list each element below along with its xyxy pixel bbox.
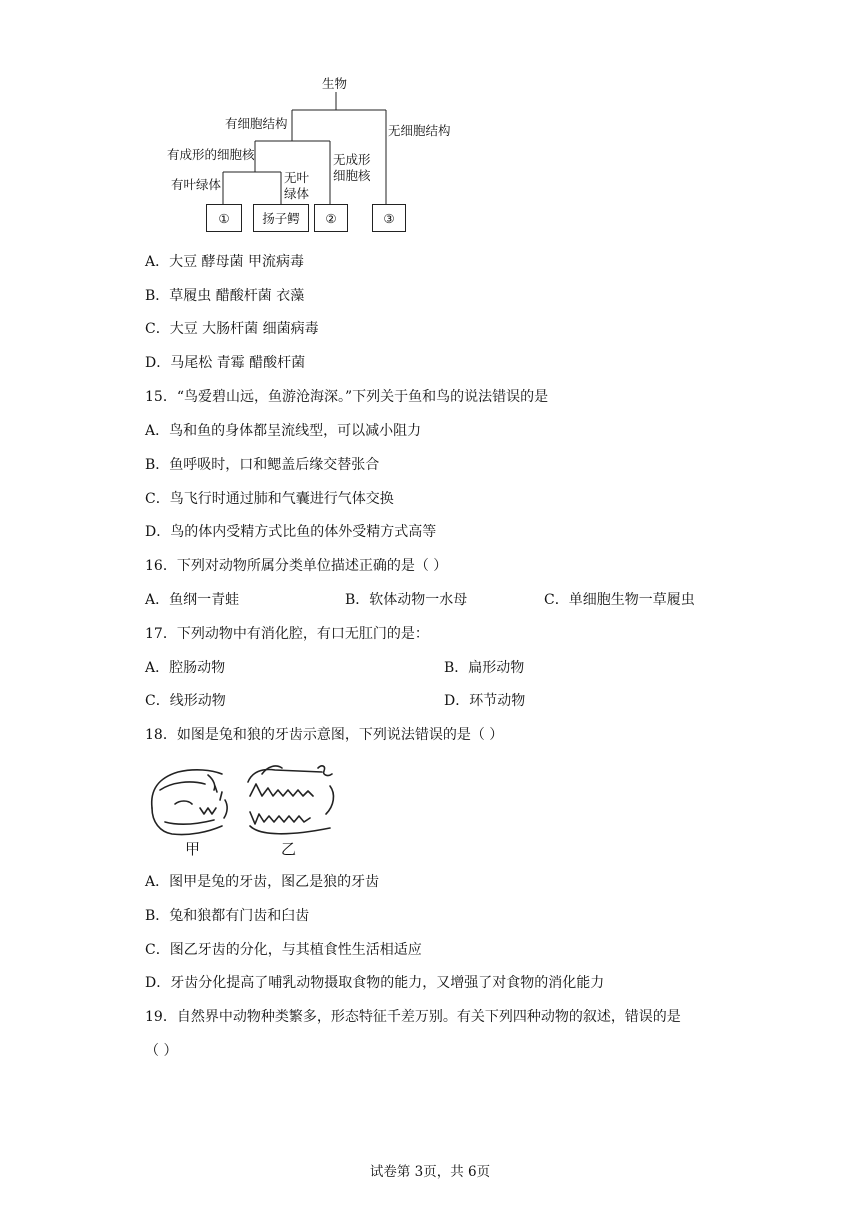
q14-option-a: A．大豆 酵母菌 甲流病毒 xyxy=(145,254,305,270)
tree-no-nucleus-label-1: 无成形 xyxy=(333,152,371,167)
q18-option-d: D．牙齿分化提高了哺乳动物摄取食物的能力，又增强了对食物的消化能力 xyxy=(145,975,605,991)
q18-option-c: C．图乙牙齿的分化，与其植食性生活相适应 xyxy=(145,942,422,958)
q16-option-a: A．鱼纲一青蛙 xyxy=(145,592,240,608)
tree-no-chloroplast-label-1: 无叶 xyxy=(284,170,310,185)
figure-label-b: 乙 xyxy=(281,840,297,858)
figure-label-a: 甲 xyxy=(185,840,201,858)
tree-no-nucleus-label-2: 细胞核 xyxy=(333,168,371,183)
tree-box-1: ① xyxy=(206,204,242,232)
tree-root-label: 生物 xyxy=(322,76,348,91)
q18-option-b: B．兔和狼都有门齿和臼齿 xyxy=(145,908,310,924)
q16-option-b: B．软体动物一水母 xyxy=(345,592,468,608)
page-footer: 试卷第 3页，共 6页 xyxy=(369,1164,491,1180)
q16-stem: 16．下列对动物所属分类单位描述正确的是（ ） xyxy=(145,558,448,574)
q16-option-c: C．单细胞生物一草履虫 xyxy=(544,592,695,608)
tree-has-chloroplast-label: 有叶绿体 xyxy=(171,177,222,192)
tree-box-2: ② xyxy=(314,204,348,232)
q19-stem-cont: （ ） xyxy=(145,1043,178,1059)
q15-stem: 15．“鸟爱碧山远，鱼游沧海深。”下列关于鱼和鸟的说法错误的是 xyxy=(145,389,549,405)
q15-option-b: B．鱼呼吸时，口和鳃盖后缘交替张合 xyxy=(145,457,380,473)
q17-option-a: A．腔肠动物 xyxy=(145,660,226,676)
q14-option-d: D．马尾松 青霉 醋酸杆菌 xyxy=(145,355,306,371)
q18-option-a: A．图甲是兔的牙齿，图乙是狼的牙齿 xyxy=(145,874,380,890)
q17-stem: 17．下列动物中有消化腔，有口无肛门的是： xyxy=(145,626,429,642)
q17-option-b: B．扁形动物 xyxy=(444,660,525,676)
q14-option-c: C．大豆 大肠杆菌 细菌病毒 xyxy=(145,321,319,337)
q15-option-a: A．鸟和鱼的身体都呈流线型，可以减小阻力 xyxy=(145,423,422,439)
tree-box-alligator: 扬子鳄 xyxy=(253,204,309,232)
tree-box-3: ③ xyxy=(372,204,406,232)
q14-option-b: B．草履虫 醋酸杆菌 衣藻 xyxy=(145,288,305,304)
q19-stem: 19．自然界中动物种类繁多，形态特征千差万别。有关下列四种动物的叙述，错误的是 xyxy=(145,1009,681,1025)
tree-has-cell-label: 有细胞结构 xyxy=(225,116,288,131)
q17-option-d: D．环节动物 xyxy=(444,693,526,709)
q17-option-c: C．线形动物 xyxy=(145,693,226,709)
tree-no-cell-label: 无细胞结构 xyxy=(388,123,451,138)
q15-option-c: C．鸟飞行时通过肺和气囊进行气体交换 xyxy=(145,491,394,507)
tree-no-chloroplast-label-2: 绿体 xyxy=(284,186,310,201)
q15-option-d: D．鸟的体内受精方式比鱼的体外受精方式高等 xyxy=(145,524,437,540)
q18-stem: 18．如图是兔和狼的牙齿示意图，下列说法错误的是（ ） xyxy=(145,727,504,743)
tree-has-nucleus-label: 有成形的细胞核 xyxy=(167,147,255,162)
